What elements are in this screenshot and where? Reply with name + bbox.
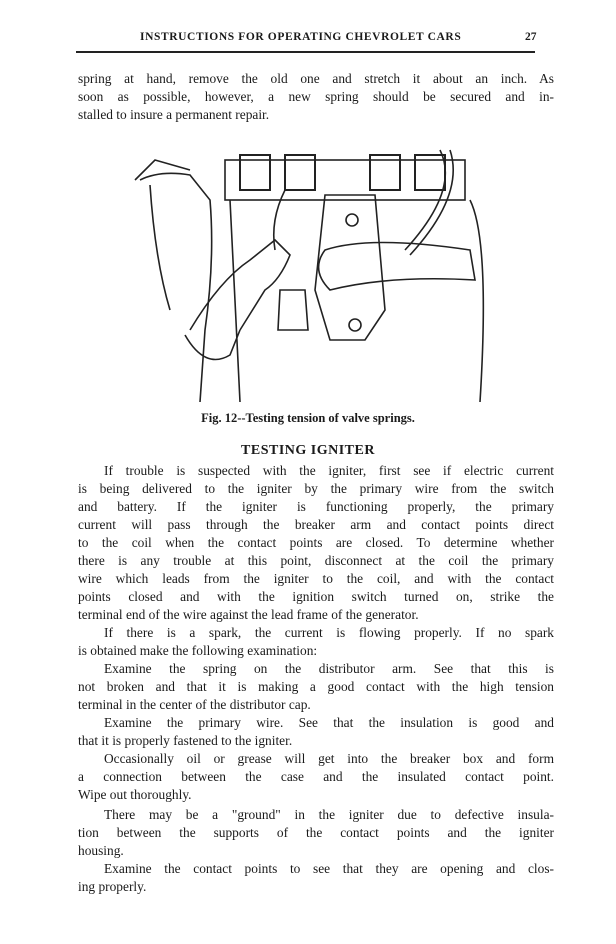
text-line: housing. [78,843,124,858]
text-line: stalled to insure a permanent repair. [78,107,270,122]
paragraph [78,860,554,896]
text-line: is obtained make the following examination: [78,643,318,658]
paragraph [78,714,554,750]
text-line: and battery. If the igniter is functioning properly, the primary [78,499,554,514]
text-line: a connection between the case and the insulated contact point. [78,769,554,784]
paragraph [78,462,554,624]
text-line: Examine the primary wire. See that the insulation is good and [104,715,554,730]
text-line: If trouble is suspected with the igniter, first see if electric current [104,463,554,478]
text-line: There may be a "ground" in the igniter due to defective insula- [104,807,554,822]
figure-caption: Fig. 12--Testing tension of valve springs. [201,411,415,425]
section-heading: TESTING IGNITER [241,443,375,458]
text-line: Occasionally oil or grease will get into the breaker box and form [104,751,554,766]
text-line: there is any trouble at this point, disconnect at the coil the primary [78,553,554,568]
text-line: Examine the spring on the distributor arm. See that this is [104,661,554,676]
text-line: spring at hand, remove the old one and stretch it about an inch. As [78,71,554,86]
paragraph [78,624,554,660]
intro-paragraph [78,70,554,124]
text-line: soon as possible, however, a new spring should be secured and in- [78,89,554,104]
paragraph [78,660,554,714]
text-line: terminal in the center of the distributor cap. [78,697,311,712]
text-line: not broken and that it is making a good contact with the high tension [78,679,554,694]
text-line: that it is properly fastened to the igniter. [78,733,293,748]
text-line: to the coil when the contact points are closed. To determine whether [78,535,554,550]
running-header: INSTRUCTIONS FOR OPERATING CHEVROLET CARS [140,31,462,43]
valve-spring-illustration [130,140,500,402]
text-line: ing properly. [78,879,147,894]
text-line: current will pass through the breaker arm and contact points direct [78,517,554,532]
text-line: Examine the contact points to see that they are opening and clos- [104,861,554,876]
section-body [78,462,554,896]
text-line: Wipe out thoroughly. [78,787,192,802]
text-line: tion between the supports of the contact points and the igniter [78,825,554,840]
text-line: is being delivered to the igniter by the primary wire from the switch [78,481,554,496]
text-line: terminal end of the wire against the lead frame of the generator. [78,607,419,622]
paragraph [78,750,554,804]
text-line: wire which leads from the igniter to the coil, and with the contact [78,571,554,586]
text-line: points closed and with the ignition switch turned on, strike the [78,589,554,604]
header-rule [76,51,535,53]
paragraph [78,806,554,860]
text-line: If there is a spark, the current is flowing properly. If no spark [104,625,554,640]
page-number: 27 [525,31,537,43]
